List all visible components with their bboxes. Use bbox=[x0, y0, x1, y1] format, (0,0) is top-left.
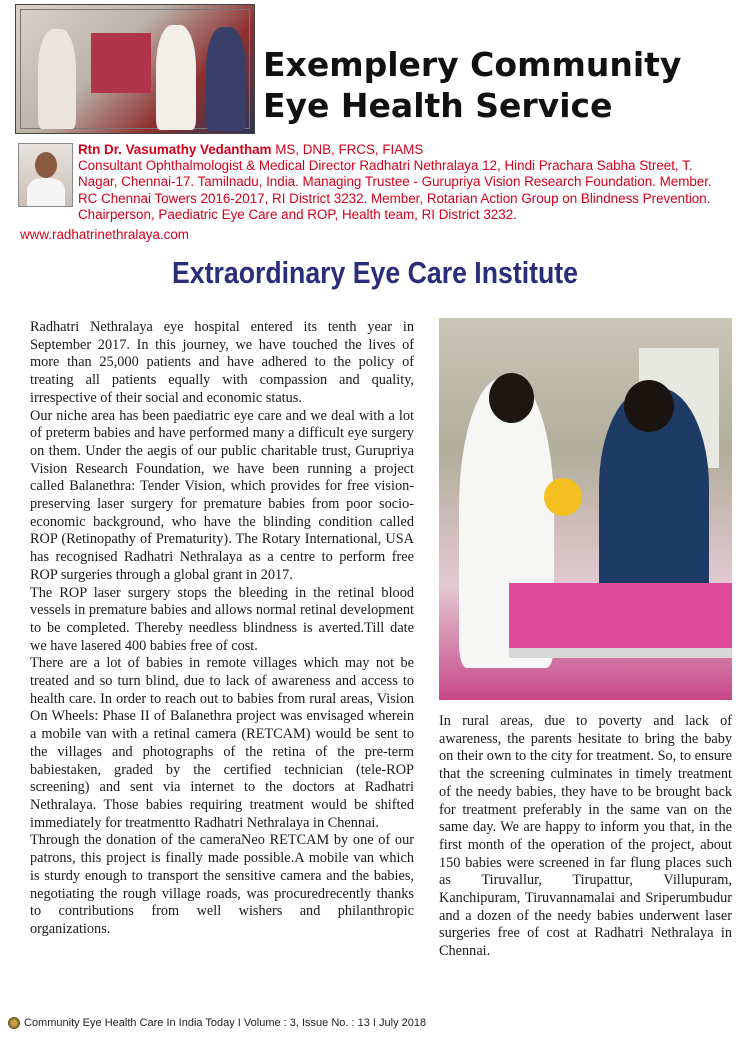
photo-banner bbox=[91, 33, 151, 93]
paragraph: There are a lot of babies in remote villages which may not be treated and so turn blind, due to lack of awareness and access to health care. In order to reach out to babies from rural areas, Vision On Wheels: Phase II of Balanethra project was envisaged wherein a mobile van with a retinal camera (RETCAM) would be sent to the villages and photographs of the retina of the pre-term babiestaken, graded by the certified technician (tele-ROP screening) and sent via internet to the doctors at Radhatri Nethralaya. Those babies requiring treatment would be shifted immediately for treatmentto Radhatri Nethralaya in Chennai. bbox=[30, 655, 414, 831]
photo-bed bbox=[509, 583, 732, 648]
rotary-logo-icon bbox=[8, 1017, 20, 1029]
paragraph: In rural areas, due to poverty and lack of awareness, the parents hesitate to bring the baby on their own to the city for treatment. So, to ensure that the screening culminates in timely treatment of the needy babies, they have to be brought back for treatment preferably in the same van on the same day. We are happy to inform you that, in the first month of the operation of the project, about 150 babies were screened in far flung places such as Tiruvallur, Tirupattur, Villupuram, Kanchipuram, Tiruvannamalai and Sriperumbudur and a dozen of the needy babies underwent laser surgeries free of cost at Radhatri Nethralaya in Chennai. bbox=[439, 713, 732, 960]
section-title: Extraordinary Eye Care Institute bbox=[172, 255, 578, 290]
photo-bed-frame bbox=[509, 648, 732, 658]
paragraph: Through the donation of the cameraNeo RETCAM by one of our patrons, this project is finally made possible.A mobile van which is sturdy enough to transport the sensitive camera and the babies, negotiating the rough village roads, was procuredrecently thanks to contributions from well wishers and philanthropic organizations. bbox=[30, 832, 414, 937]
footer-text: Community Eye Health Care In India Today I Volume : 3, Issue No. : 13 I July 2018 bbox=[24, 1017, 427, 1029]
paragraph: The ROP laser surgery stops the bleeding in the retinal blood vessels in premature babies and allows normal retinal development to be completed. Thereby needless blindness is averted.Till date we have lasered 400 babies free of cost. bbox=[30, 584, 414, 654]
paragraph: Radhatri Nethralaya eye hospital entered its tenth year in September 2017. In this journey, we have touched the lives of more than 25,000 patients and have adhered to the policy of treating all patients equally with compassion and quality, irrespective of their social and economic status. bbox=[30, 319, 414, 406]
photo-nurse-hair bbox=[624, 380, 674, 432]
author-bio: Consultant Ophthalmologist & Medical Director Radhatri Nethralaya 12, Hindi Prachara Sabha Street, T. Nagar, Chennai-17. Tamilnadu, India. Managing Trustee - Gurupriya Vision Research Foundation. Member. RC Chennai Towers 2016-2017, RI District 3232. Member, Rotarian Action Group on Blindness Prevention. Chairperson, Paediatric Eye Care and ROP, Health team, RI District 3232. bbox=[78, 158, 712, 222]
website-link[interactable]: www.radhatrinethralaya.com bbox=[20, 227, 189, 242]
author-coat bbox=[27, 178, 65, 207]
right-column bbox=[439, 713, 732, 961]
article-title bbox=[263, 44, 743, 126]
author-name: Rtn Dr. Vasumathy Vedantham bbox=[78, 142, 272, 157]
paragraph: Our niche area has been paediatric eye care and we deal with a lot of preterm babies and have performed many a difficult eye surgery on them. Under the aegis of our public charitable trust, Gurupriya Vision Research Foundation, we have been running a project called Balanethra: Tender Vision, which provides for free vision- preserving laser surgery for premature babies from poor socio-economic background, who have the blinding condition called ROP (Retinopathy of Prematurity). The Rotary International, USA has recognised Radhatri Nethralaya as a centre to perform free ROP surgeries through a global grant in 2017. bbox=[30, 407, 414, 583]
photo-person-center bbox=[156, 25, 196, 130]
photo-balloon bbox=[544, 478, 582, 516]
article-title-line2: Eye Health Service bbox=[263, 86, 613, 125]
article-title-line1: Exemplery Community bbox=[263, 45, 682, 84]
footer bbox=[8, 1017, 426, 1029]
author-credentials: MS, DNB, FRCS, FIAMS bbox=[271, 142, 424, 157]
author-face bbox=[35, 152, 57, 178]
author-block bbox=[78, 142, 733, 223]
left-column bbox=[30, 319, 414, 939]
photo-person-right bbox=[206, 27, 246, 131]
author-photo bbox=[18, 143, 73, 207]
photo-doctor-hair bbox=[489, 373, 534, 423]
treatment-photo bbox=[439, 318, 732, 700]
header-photo bbox=[15, 4, 255, 134]
photo-person-left bbox=[38, 29, 76, 129]
